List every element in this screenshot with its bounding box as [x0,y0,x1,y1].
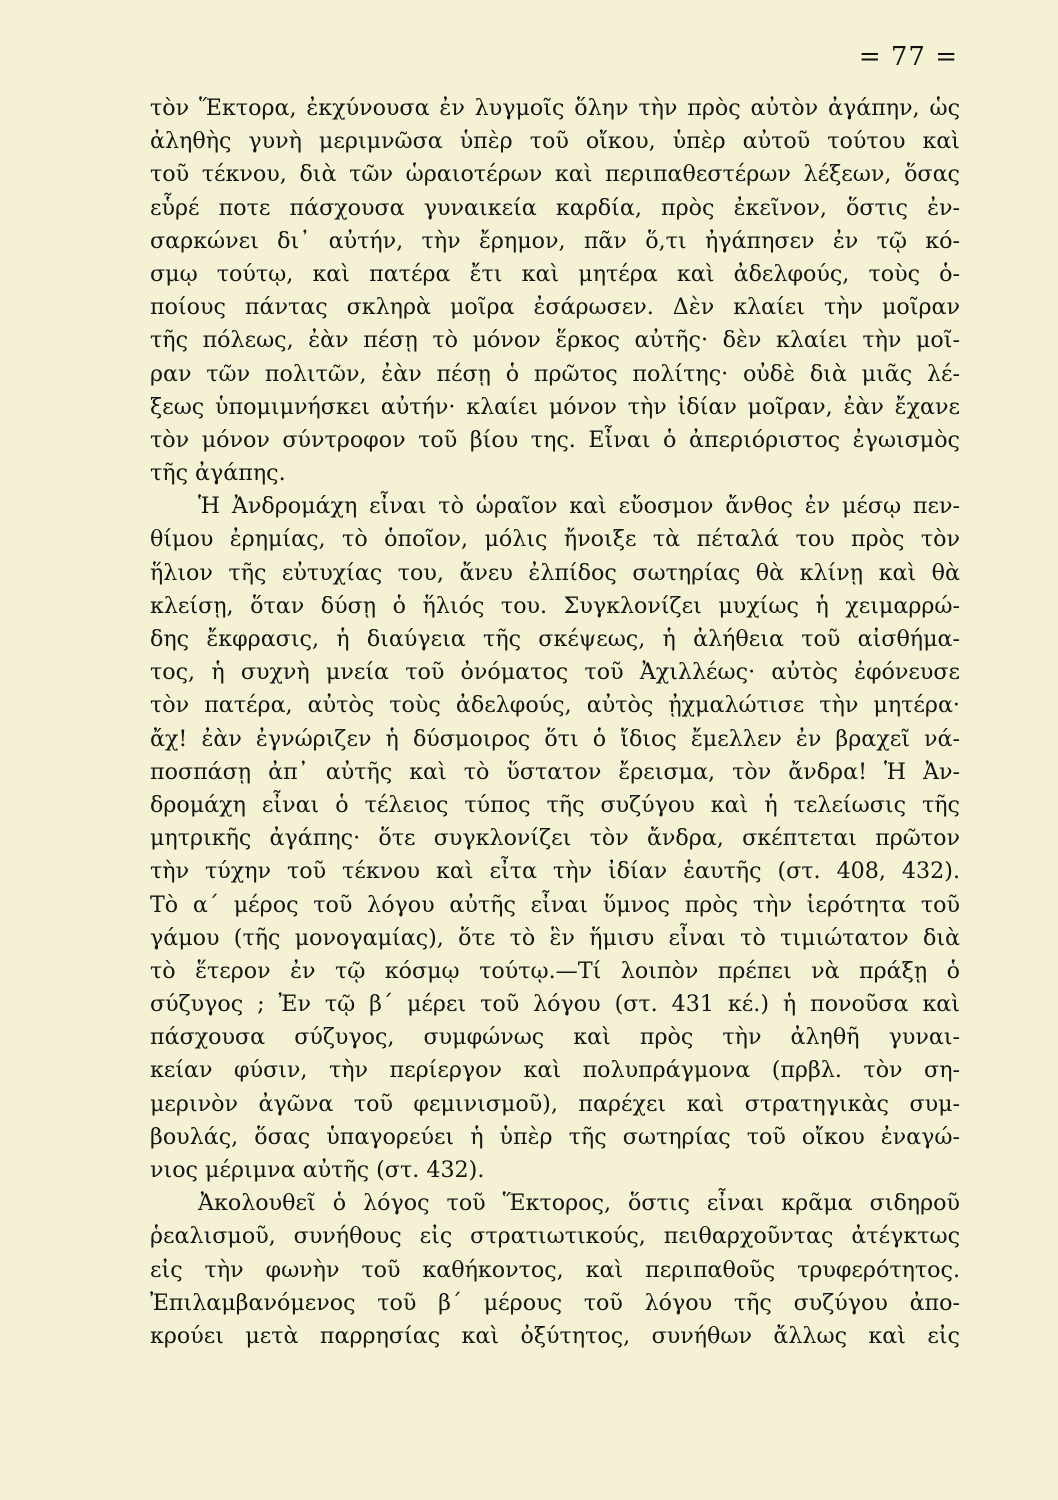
text-line: Ἡ Ἀνδρομάχη εἶναι τὸ ὡραῖον καὶ εὔοσμον ἄνθος ἐν μέσῳ πεν- [198,493,960,520]
text-line: μητρικῆς ἀγάπης· ὅτε συγκλονίζει τὸν ἄνδρα, σκέπτεται πρῶτον [150,825,960,852]
text-line: ποίους πάντας σκληρὰ μοῖρα ἐσάρωσεν. Δὲν κλαίει τὴν μοῖραν [150,294,960,321]
text-line: γάμου (τῆς μονογαμίας), ὅτε τὸ ἓν ἥμισυ εἶναι τὸ τιμιώτατον διὰ [150,924,960,951]
text-line: τῆς ἀγάπης. [150,460,286,487]
text-line: εἰς τὴν φωνὴν τοῦ καθήκοντος, καὶ περιπαθοῦς τρυφερότητος. [150,1256,960,1283]
text-line: Ἐπιλαμβανόμενος τοῦ β΄ μέρους τοῦ λόγου τῆς συζύγου ἀπο- [150,1289,960,1316]
text-line: σαρκώνει δι᾿ αὐτήν, τὴν ἔρημον, πᾶν ὅ,τι ἠγάπησεν ἐν τῷ κό- [150,227,960,254]
text-line: ἄχ! ἐὰν ἐγνώριζεν ἡ δύσμοιρος ὅτι ὁ ἴδιος ἔμελλεν ἐν βραχεῖ νά- [150,725,960,752]
text-line: τὸν πατέρα, αὐτὸς τοὺς ἀδελφούς, αὐτὸς ᾐχμαλώτισε τὴν μητέρα· [150,692,960,719]
text-line: δης ἔκφρασις, ἡ διαύγεια τῆς σκέψεως, ἡ ἀλήθεια τοῦ αἰσθήμα- [150,626,960,652]
text-line: ξεως ὑπομιμνήσκει αὐτήν· κλαίει μόνον τὴν ἰδίαν μοῖραν, ἐὰν ἔχανε [150,393,960,420]
page-number: = 77 = [858,42,958,72]
text-line: τὸν Ἕκτορα, ἐκχύνουσα ἐν λυγμοῖς ὅλην τὴν πρὸς αὐτὸν ἀγάπην, ὡς [150,95,960,121]
text-line: ῥεαλισμοῦ, συνήθους εἰς στρατιωτικούς, πειθαρχοῦντας ἀτέγκτως [150,1223,960,1250]
text-line: κρούει μετὰ παρρησίας καὶ ὀξύτητος, συνήθων ἄλλως καὶ εἰς [150,1322,960,1349]
text-line: θίμου ἐρημίας, τὸ ὁποῖον, μόλις ἤνοιξε τὰ πέταλά του πρὸς τὸν [150,526,960,553]
text-line: τὸ ἕτερον ἐν τῷ κόσμῳ τούτῳ.—Τί λοιπὸν πρέπει νὰ πράξῃ ὁ [150,957,960,984]
text-line: ἀληθὴς γυνὴ μεριμνῶσα ὑπὲρ τοῦ οἴκου, ὑπὲρ αὐτοῦ τούτου καὶ [150,128,960,155]
text-line: ραν τῶν πολιτῶν, ἐὰν πέσῃ ὁ πρῶτος πολίτης· οὐδὲ διὰ μιᾶς λέ- [150,360,960,387]
text-line: βουλάς, ὅσας ὑπαγορεύει ἡ ὑπὲρ τῆς σωτηρίας τοῦ οἴκου ἐναγώ- [150,1123,960,1150]
text-line: τῆς πόλεως, ἐὰν πέσῃ τὸ μόνον ἕρκος αὐτῆς· δὲν κλαίει τὴν μοῖ- [150,327,960,354]
text-line: τος, ἡ συχνὴ μνεία τοῦ ὀνόματος τοῦ Ἀχιλλέως· αὐτὸς ἐφόνευσε [150,659,960,686]
text-line: ποσπάσῃ ἀπ᾿ αὐτῆς καὶ τὸ ὕστατον ἔρεισμα, τὸν ἄνδρα! Ἡ Ἀν- [150,758,960,785]
text-line: δρομάχη εἶναι ὁ τέλειος τύπος τῆς συζύγου καὶ ἡ τελείωσις τῆς [150,791,960,818]
text-line: Ἀκολουθεῖ ὁ λόγος τοῦ Ἕκτορος, ὅστις εἶναι κρᾶμα σιδηροῦ [198,1190,960,1217]
text-line: νιος μέριμνα αὐτῆς (στ. 432). [150,1157,485,1183]
text-line: σμῳ τούτῳ, καὶ πατέρα ἔτι καὶ μητέρα καὶ ἀδελφούς, τοὺς ὁ- [150,260,960,287]
text-line: κείαν φύσιν, τὴν περίεργον καὶ πολυπράγμονα (πρβλ. τὸν ση- [150,1057,960,1084]
text-line: τὴν τύχην τοῦ τέκνου καὶ εἶτα τὴν ἰδίαν ἑαυτῆς (στ. 408, 432). [150,858,960,885]
body-text [150,92,960,1353]
text-line: σύζυγος ; Ἐν τῷ β΄ μέρει τοῦ λόγου (στ. 431 κέ.) ἡ πονοῦσα καὶ [150,991,960,1018]
text-line: πάσχουσα σύζυγος, συμφώνως καὶ πρὸς τὴν ἀληθῆ γυναι- [150,1024,960,1051]
text-line: μερινὸν ἀγῶνα τοῦ φεμινισμοῦ), παρέχει καὶ στρατηγικὰς συμ- [150,1090,960,1117]
text-line: ἥλιον τῆς εὐτυχίας του, ἄνευ ἐλπίδος σωτηρίας θὰ κλίνῃ καὶ θὰ [150,559,960,586]
text-line: τὸν μόνον σύντροφον τοῦ βίου της. Εἶναι ὁ ἀπεριόριστος ἐγωισμὸς [150,426,960,453]
text-line: Τὸ α΄ μέρος τοῦ λόγου αὐτῆς εἶναι ὕμνος πρὸς τὴν ἱερότητα τοῦ [150,891,960,918]
text-line: εὗρέ ποτε πάσχουσα γυναικεία καρδία, πρὸς ἐκεῖνον, ὅστις ἐν- [150,194,960,221]
text-line: τοῦ τέκνου, διὰ τῶν ὡραιοτέρων καὶ περιπαθεστέρων λέξεων, ὅσας [150,161,960,188]
text-line: κλείσῃ, ὅταν δύσῃ ὁ ἥλιός του. Συγκλονίζει μυχίως ἡ χειμαρρώ- [150,592,960,619]
